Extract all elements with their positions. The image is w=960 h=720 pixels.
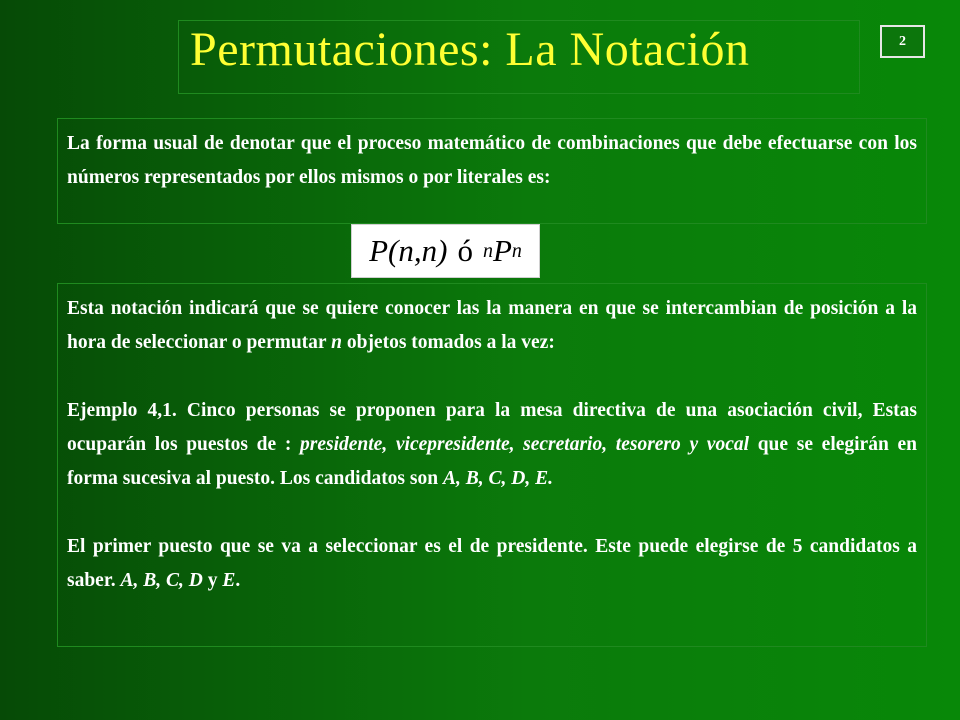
formula-connector: ó xyxy=(457,233,473,268)
example-roles: presidente, vicepresidente, secretario, tesorero y vocal xyxy=(300,434,750,455)
formula-right-presub: n xyxy=(482,239,493,262)
notation-paragraph xyxy=(67,292,917,360)
formula-right-sub: n xyxy=(511,239,522,262)
first-post-last: E xyxy=(222,570,236,591)
example-part1: Ejemplo 4,1. Cinco personas se proponen para la mesa directiva de una asociación civil, Estas ocuparán los puestos de : xyxy=(67,400,917,455)
first-post-paragraph xyxy=(67,530,917,598)
example-part2: que se elegirán en forma sucesiva al puesto. Los candidatos son xyxy=(67,434,917,489)
first-post-part1: El primer puesto que se va a seleccionar es el de presidente. Este puede elegirse de 5 candidatos a saber. xyxy=(67,536,917,591)
page-number: 2 xyxy=(880,25,925,58)
formula-left: P(n,n) xyxy=(369,233,448,268)
formula-image xyxy=(351,224,540,278)
first-post-end: . xyxy=(235,570,241,591)
notation-variable: n xyxy=(331,332,342,353)
example-candidates: A, B, C, D, E. xyxy=(442,468,553,489)
example-paragraph xyxy=(67,394,917,496)
slide-title: Permutaciones: La Notación xyxy=(190,23,750,76)
formula-right-main: P xyxy=(492,233,512,268)
intro-paragraph: La forma usual de denotar que el proceso matemático de combinaciones que debe efectuarse con los números representados por ellos mismos o por literales es: xyxy=(67,133,917,188)
first-post-candidates: A, B, C, D xyxy=(120,570,203,591)
notation-part2: objetos tomados a la vez: xyxy=(341,332,555,353)
intro-text-box xyxy=(57,118,927,224)
notation-text-box xyxy=(57,283,927,647)
notation-part1: Esta notación indicará que se quiere conocer las la manera en que se intercambian de posición a la hora de seleccionar o permutar xyxy=(67,298,917,353)
first-post-connector: y xyxy=(202,570,223,591)
